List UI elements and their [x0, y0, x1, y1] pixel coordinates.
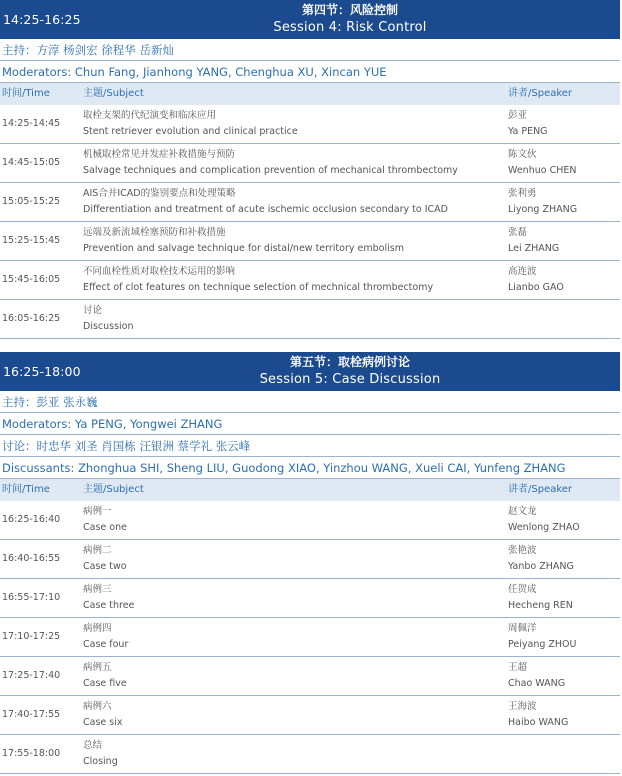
col-speaker: 讲者/Speaker: [508, 484, 573, 495]
col-subject: 主题/Subject: [83, 484, 144, 495]
col-time: 时间/Time: [2, 484, 50, 495]
session-header: [0, 0, 620, 39]
schedule-row: [0, 144, 620, 183]
row-speaker: [508, 225, 559, 257]
subject-cn: AIS合并ICAD的鉴别要点和处理策略: [83, 188, 236, 199]
row-speaker: [508, 543, 574, 575]
row-time: 17:40-17:55: [2, 709, 61, 720]
subject-en: Prevention and salvage technique for distal/new territory embolism: [83, 243, 404, 254]
schedule-rows: [0, 501, 622, 774]
row-time: 15:05-15:25: [2, 196, 61, 207]
speaker-en: Ya PENG: [508, 126, 548, 137]
speaker-cn: 张利勇: [508, 188, 537, 199]
row-time: 17:25-17:40: [2, 670, 61, 681]
session-titles: [240, 2, 460, 36]
row-subject: [83, 225, 404, 257]
schedule-row: [0, 618, 620, 657]
moderators-en: Moderators: Ya PENG, Yongwei ZHANG: [0, 413, 620, 435]
schedule-rows: [0, 105, 622, 339]
speaker-en: Chao WANG: [508, 678, 566, 689]
row-time: 16:40-16:55: [2, 553, 61, 564]
moderators-cn: 主持：彭亚 张永巍: [0, 391, 620, 413]
speaker-en: Peiyang ZHOU: [508, 639, 577, 650]
speaker-cn: 彭亚: [508, 110, 528, 121]
row-time: 16:05-16:25: [2, 313, 61, 324]
row-speaker: [508, 699, 568, 731]
subject-cn: 病例五: [83, 662, 112, 673]
session-4: [0, 0, 622, 339]
row-speaker: [508, 186, 577, 218]
subject-en: Case one: [83, 522, 127, 533]
row-subject: [83, 186, 448, 218]
session-title-en: Session 4: Risk Control: [273, 20, 427, 35]
row-time: 16:25-16:40: [2, 514, 61, 525]
subject-cn: 机械取栓常见并发症补救措施与预防: [83, 149, 236, 160]
col-time: 时间/Time: [2, 88, 50, 99]
schedule-row: [0, 300, 620, 339]
subject-en: Salvage techniques and complication prevention of mechanical thrombectomy: [83, 165, 458, 176]
session-title-cn: 第五节：取栓病例讨论: [289, 355, 410, 369]
row-time: 16:55-17:10: [2, 592, 61, 603]
subject-en: Effect of clot features on technique selection of mechnical thrombectomy: [83, 282, 434, 293]
row-subject: [83, 660, 127, 692]
session-header: [0, 352, 620, 391]
subject-en: Discussion: [83, 321, 134, 332]
row-subject: [83, 303, 134, 335]
row-subject: [83, 621, 128, 653]
row-subject: [83, 504, 127, 536]
schedule-row: [0, 183, 620, 222]
subject-cn: 取栓支架的代纪演变和临床应用: [83, 110, 217, 121]
speaker-cn: 任贺成: [508, 584, 537, 595]
subject-en: Case three: [83, 600, 135, 611]
subject-cn: 讨论: [83, 305, 103, 316]
row-speaker: [508, 108, 548, 140]
subject-cn: 病例四: [83, 623, 112, 634]
schedule-row: [0, 540, 620, 579]
speaker-cn: 周佩洋: [508, 623, 537, 634]
subject-cn: 病例六: [83, 701, 112, 712]
schedule-row: [0, 261, 620, 300]
session-time: 14:25-16:25: [3, 12, 81, 27]
discussants-cn: 讨论：时忠华 刘圣 肖国栋 汪银洲 蔡学礼 张云峰: [0, 435, 620, 457]
session-title-cn: 第四节：风险控制: [301, 3, 398, 17]
speaker-en: Lei ZHANG: [508, 243, 560, 254]
speaker-cn: 张磊: [508, 227, 528, 238]
row-time: 17:10-17:25: [2, 631, 61, 642]
subject-en: Case six: [83, 717, 123, 728]
subject-en: Stent retriever evolution and clinical practice: [83, 126, 298, 137]
row-subject: [83, 582, 134, 614]
discussants-en: Discussants: Zhonghua SHI, Sheng LIU, Guodong XIAO, Yinzhou WANG, Xueli CAI, Yunfeng ZHANG: [0, 457, 620, 479]
speaker-en: Liyong ZHANG: [508, 204, 578, 215]
speaker-en: Wenhuo CHEN: [508, 165, 577, 176]
row-subject: [83, 147, 458, 179]
schedule-row: [0, 735, 620, 774]
schedule-row: [0, 657, 620, 696]
session-titles: [240, 354, 460, 388]
row-speaker: [508, 504, 580, 536]
subject-cn: 病例三: [83, 584, 112, 595]
row-time: 17:55-18:00: [2, 748, 61, 759]
row-subject: [83, 699, 122, 731]
column-header: [0, 479, 620, 501]
subject-cn: 总结: [83, 740, 103, 751]
row-time: 14:45-15:05: [2, 157, 61, 168]
speaker-en: Haibo WANG: [508, 717, 569, 728]
speaker-en: Lianbo GAO: [508, 282, 564, 293]
session-title-en: Session 5: Case Discussion: [259, 372, 441, 387]
subject-en: Differentiation and treatment of acute ischemic occlusion secondary to ICAD: [83, 204, 448, 215]
speaker-cn: 高连波: [508, 266, 537, 277]
speaker-en: Yanbo ZHANG: [508, 561, 574, 572]
row-subject: [83, 264, 433, 296]
moderators-cn: 主持：方淳 杨剑宏 徐程华 岳新灿: [0, 39, 620, 61]
moderators-en: Moderators: Chun Fang, Jianhong YANG, Chenghua XU, Xincan YUE: [0, 61, 620, 83]
col-speaker: 讲者/Speaker: [508, 88, 573, 99]
speaker-cn: 王海波: [508, 701, 537, 712]
schedule-row: [0, 501, 620, 540]
row-subject: [83, 543, 127, 575]
speaker-cn: 张艳波: [508, 545, 537, 556]
speaker-cn: 陈文伙: [508, 149, 537, 160]
row-speaker: [508, 582, 573, 614]
session-time: 16:25-18:00: [3, 364, 81, 379]
session-5: [0, 352, 622, 774]
row-subject: [83, 108, 298, 140]
subject-cn: 远端及新流域栓塞预防和补救措施: [83, 227, 226, 238]
subject-en: Closing: [83, 756, 118, 767]
row-time: 15:45-16:05: [2, 274, 61, 285]
speaker-en: Hecheng REN: [508, 600, 573, 611]
row-time: 14:25-14:45: [2, 118, 61, 129]
schedule-row: [0, 579, 620, 618]
subject-en: Case five: [83, 678, 127, 689]
schedule-row: [0, 105, 620, 144]
subject-en: Case two: [83, 561, 127, 572]
subject-cn: 不同血栓性质对取栓技术运用的影响: [83, 266, 236, 277]
row-speaker: [508, 660, 565, 692]
speaker-cn: 赵文龙: [508, 506, 537, 517]
col-subject: 主题/Subject: [83, 88, 144, 99]
column-header: [0, 83, 620, 105]
row-time: 15:25-15:45: [2, 235, 61, 246]
subject-cn: 病例二: [83, 545, 112, 556]
schedule-row: [0, 222, 620, 261]
schedule-row: [0, 696, 620, 735]
subject-cn: 病例一: [83, 506, 112, 517]
speaker-en: Wenlong ZHAO: [508, 522, 580, 533]
subject-en: Case four: [83, 639, 129, 650]
speaker-cn: 王超: [508, 662, 528, 673]
row-subject: [83, 738, 118, 770]
row-speaker: [508, 264, 564, 296]
row-speaker: [508, 621, 576, 653]
row-speaker: [508, 147, 576, 179]
